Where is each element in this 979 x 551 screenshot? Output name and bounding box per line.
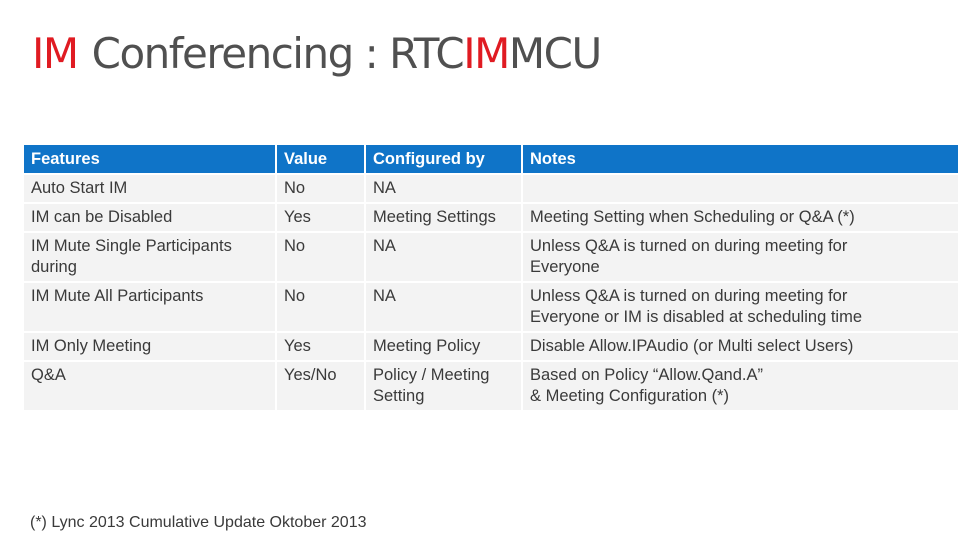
cell-notes — [523, 175, 958, 204]
footnote: (*) Lync 2013 Cumulative Update Oktober 2013 — [30, 514, 367, 531]
note-line: & Meeting Configuration (*) — [530, 387, 730, 405]
cell-configured-by: Meeting Settings — [366, 204, 523, 233]
cell-notes — [523, 204, 958, 233]
title-prefix: IM — [32, 29, 78, 78]
cell-value: Yes — [277, 204, 366, 233]
note-line: Everyone or IM is disabled at scheduling time — [530, 308, 862, 326]
note-line: Everyone — [530, 258, 600, 276]
table-row — [24, 204, 958, 233]
header-notes: Notes — [523, 145, 958, 175]
cell-value: No — [277, 175, 366, 204]
cell-value: No — [277, 283, 366, 333]
cell-feature: Q&A — [24, 362, 277, 412]
cell-configured-by: NA — [366, 233, 523, 283]
table-header-row — [24, 145, 958, 175]
note-line: Based on Policy “Allow.Qand.A” — [530, 366, 763, 384]
table-row — [24, 175, 958, 204]
cell-notes — [523, 233, 958, 283]
cell-notes — [523, 362, 958, 412]
cell-configured-by: NA — [366, 175, 523, 204]
cell-configured-by: Meeting Policy — [366, 333, 523, 362]
table-row — [24, 362, 958, 412]
cell-feature: IM Mute All Participants — [24, 283, 277, 333]
title-main: Conferencing : RTC — [91, 29, 464, 78]
cell-feature: IM Mute Single Participants during — [24, 233, 277, 283]
note-line: Meeting Setting when Scheduling or Q&A (*) — [530, 208, 855, 226]
title-suffix: MCU — [508, 29, 601, 78]
table-row — [24, 333, 958, 362]
cell-notes — [523, 283, 958, 333]
header-configured-by: Configured by — [366, 145, 523, 175]
cell-feature: IM can be Disabled — [24, 204, 277, 233]
header-value: Value — [277, 145, 366, 175]
cell-feature: IM Only Meeting — [24, 333, 277, 362]
cell-value: No — [277, 233, 366, 283]
cell-configured-by: NA — [366, 283, 523, 333]
features-table — [24, 145, 958, 412]
cell-notes — [523, 333, 958, 362]
title-highlight: IM — [463, 29, 509, 78]
note-line: Unless Q&A is turned on during meeting for — [530, 287, 848, 305]
cell-feature: Auto Start IM — [24, 175, 277, 204]
page-title — [32, 26, 601, 82]
note-line: Unless Q&A is turned on during meeting for — [530, 237, 848, 255]
table-row — [24, 283, 958, 333]
cell-value: Yes/No — [277, 362, 366, 412]
table-row — [24, 233, 958, 283]
note-line: Disable Allow.IPAudio (or Multi select Users) — [530, 337, 854, 355]
cell-configured-by: Policy / Meeting Setting — [366, 362, 523, 412]
header-features: Features — [24, 145, 277, 175]
cell-value: Yes — [277, 333, 366, 362]
